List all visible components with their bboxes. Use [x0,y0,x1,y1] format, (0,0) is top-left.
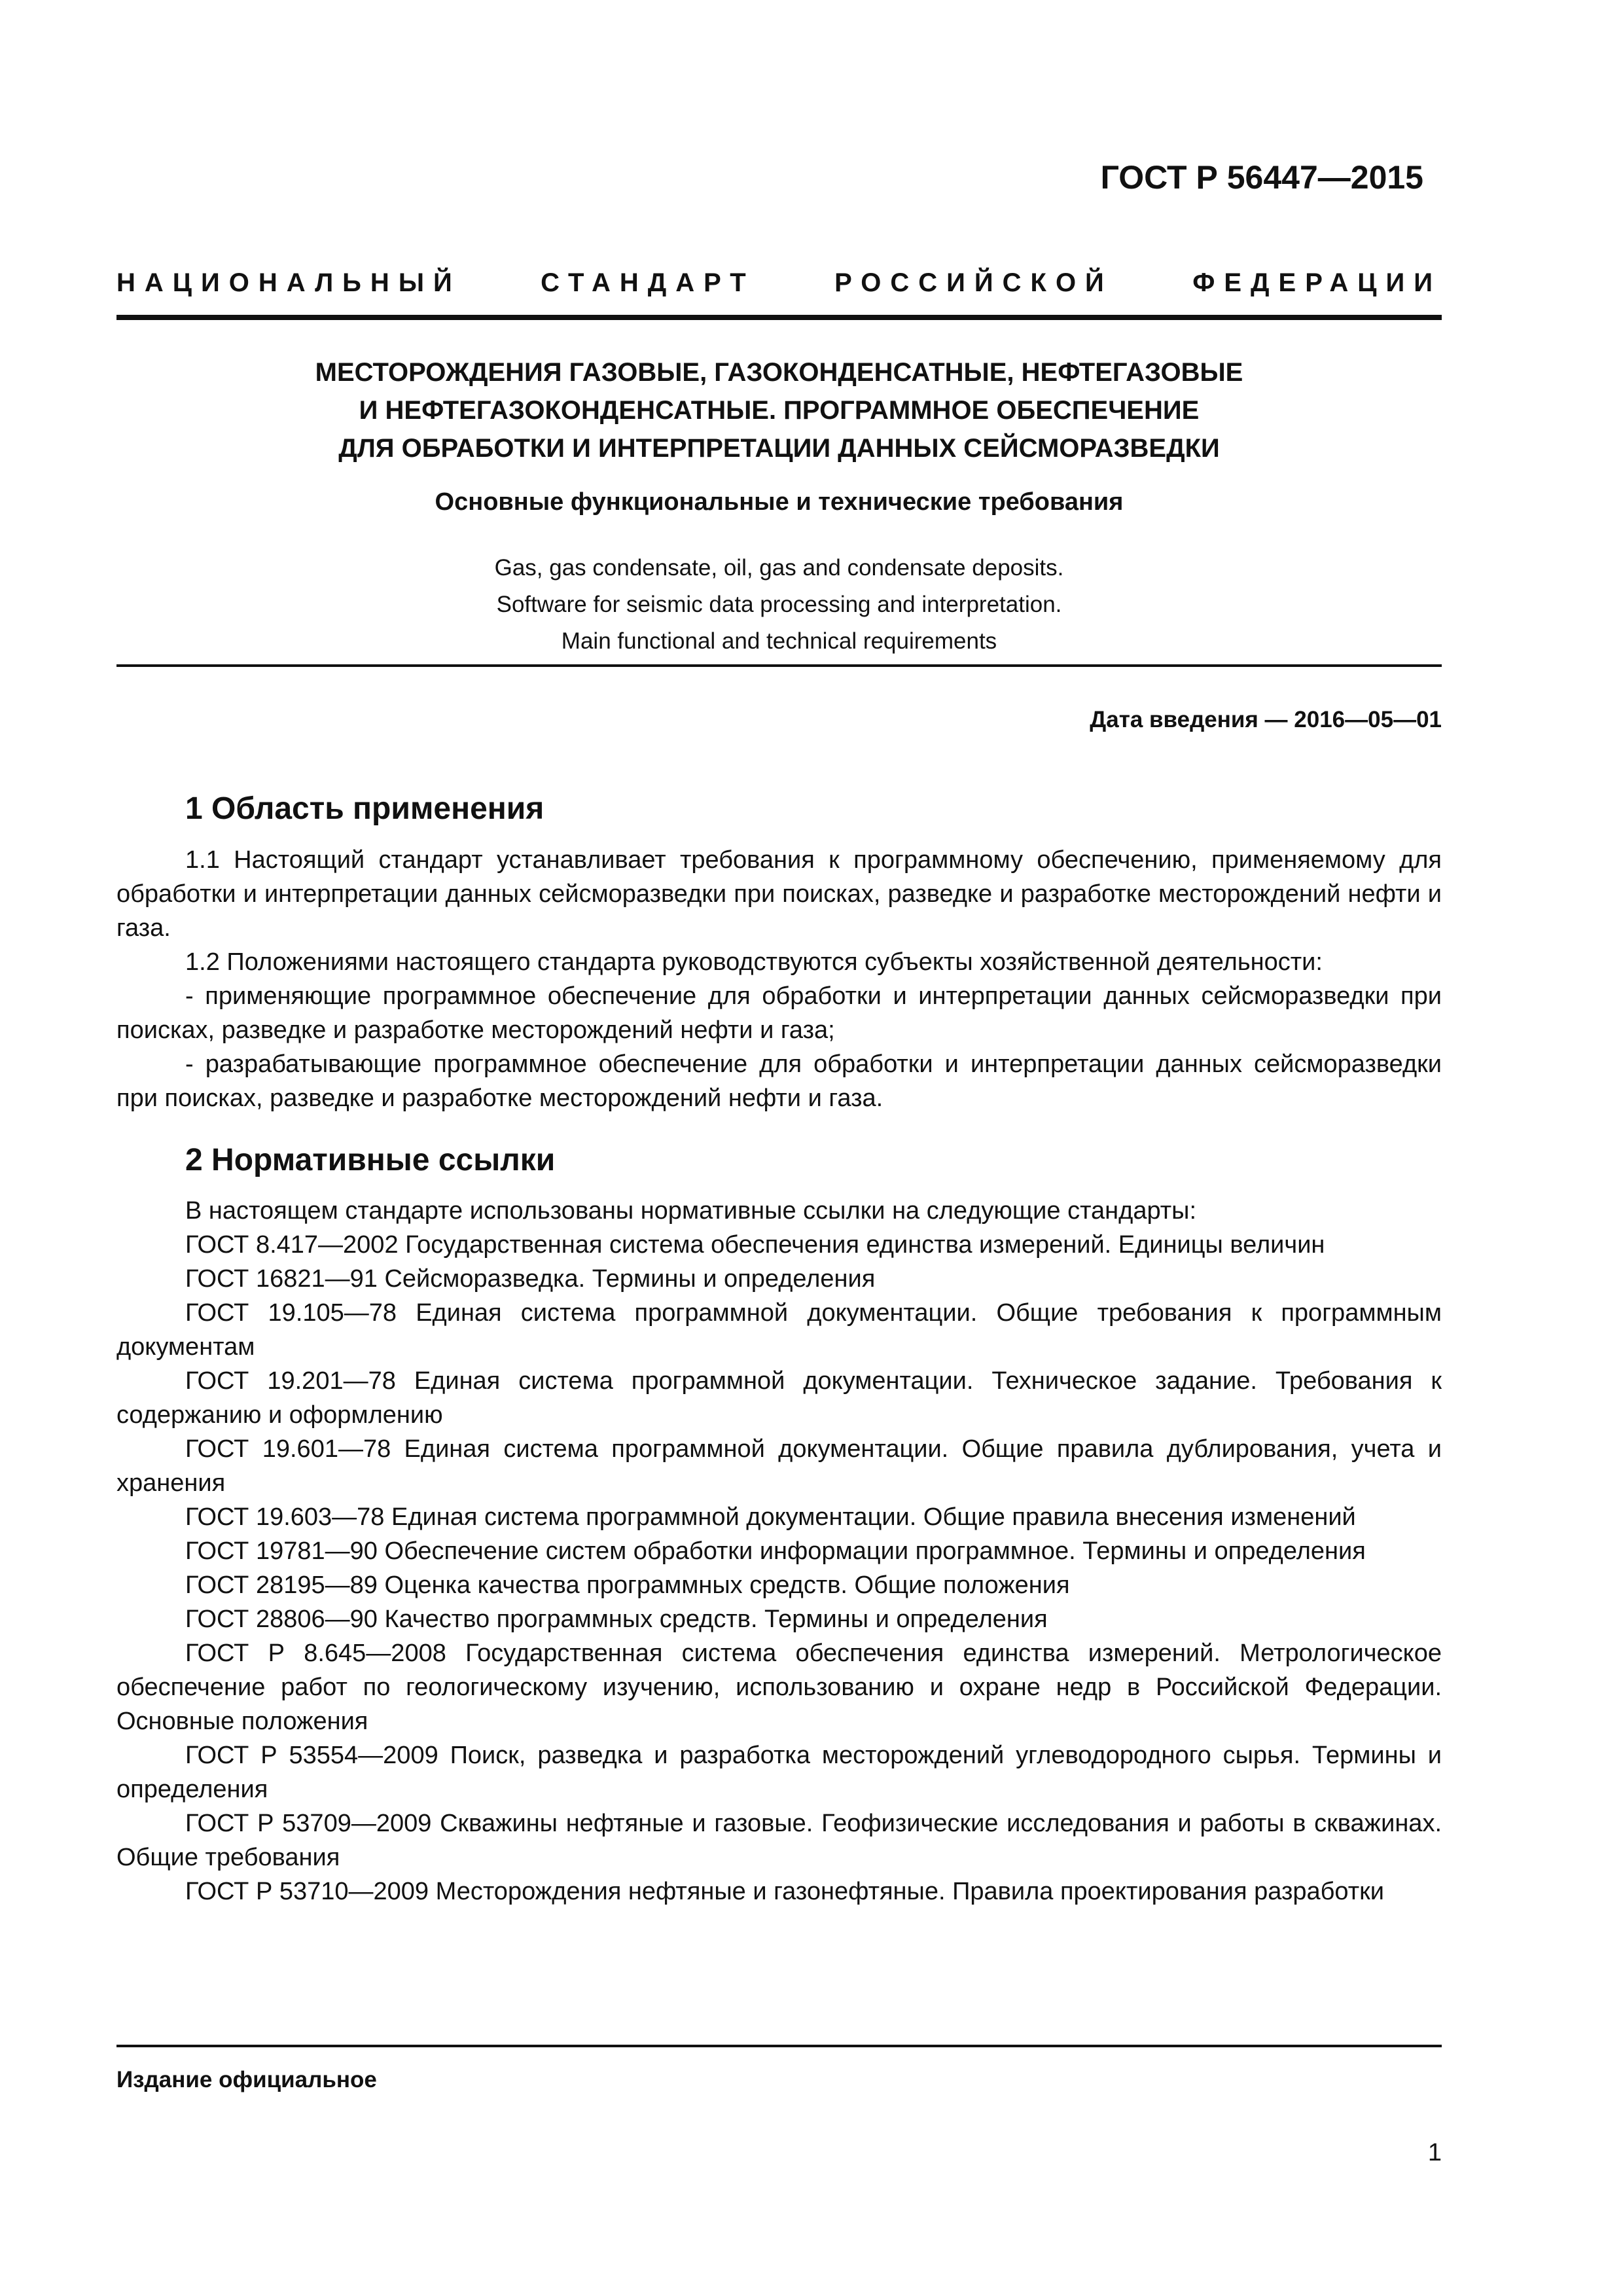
document-title [116,353,1442,467]
title-line: И НЕФТЕГАЗОКОНДЕНСАТНЫЕ. ПРОГРАММНОЕ ОБЕСПЕЧЕНИЕ [359,396,1200,425]
header-divider [116,315,1442,320]
page-number: 1 [1427,2139,1442,2166]
document-subtitle: Основные функциональные и технические требования [435,488,1124,516]
reference-item: ГОСТ Р 53709—2009 Скважины нефтяные и газовые. Геофизические исследования и работы в скважинах. Общие требования [116,1810,1442,1871]
reference-item: ГОСТ 28195—89 Оценка качества программных средств. Общие положения [185,1571,1070,1599]
section-2-body [116,1194,1442,1909]
section-1-heading: 1 Область применения [185,791,544,826]
standard-number: ГОСТ Р 56447—2015 [1100,159,1423,196]
section-2-heading: 2 Нормативные ссылки [185,1143,556,1177]
paragraph-1-2: 1.2 Положениями настоящего стандарта руководствуются субъекты хозяйственной деятельности: [185,948,1323,976]
reference-item: ГОСТ 19.105—78 Единая система программной документации. Общие требования к программным документам [116,1299,1442,1361]
reference-item: ГОСТ 19781—90 Обеспечение систем обработки информации программное. Термины и определения [185,1537,1366,1565]
section-1-body [116,843,1442,1115]
edition-note: Издание официальное [116,2067,377,2092]
paragraph-1-1: 1.1 Настоящий стандарт устанавливает требования к программному обеспечению, применяемому для обработки и интерпретации данных сейсморазведки при поисках, разведке и разработке месторождений нефти и газа. [116,846,1442,942]
list-item: - разрабатывающие программное обеспечение для обработки и интерпретации данных сейсморазведки при поисках, разведке и разработке месторождений нефти и газа. [116,1050,1442,1112]
title-line: ДЛЯ ОБРАБОТКИ И ИНТЕРПРЕТАЦИИ ДАННЫХ СЕЙСМОРАЗВЕДКИ [338,434,1220,463]
list-item: - применяющие программное обеспечение для обработки и интерпретации данных сейсморазведки при поисках, разведке и разработке месторождений нефти и газа; [116,982,1442,1044]
english-title-line: Gas, gas condensate, oil, gas and condensate deposits. [494,555,1064,581]
reference-item: ГОСТ Р 53554—2009 Поиск, разведка и разработка месторождений углеводородного сырья. Термины и определения [116,1742,1442,1803]
english-title-line: Software for seismic data processing and interpretation. [496,592,1062,617]
national-standard-banner: НАЦИОНАЛЬНЫЙ СТАНДАРТ РОССИЙСКОЙ ФЕДЕРАЦИИ [116,268,1442,297]
title-divider [116,664,1442,667]
english-title-line: Main functional and technical requirements [561,628,997,654]
introduction-date: Дата введения — 2016—05—01 [1090,707,1442,732]
reference-item: ГОСТ 19.201—78 Единая система программной документации. Техническое задание. Требования к содержанию и оформлению [116,1367,1442,1429]
reference-item: ГОСТ 28806—90 Качество программных средств. Термины и определения [185,1605,1048,1633]
reference-item: ГОСТ 8.417—2002 Государственная система обеспечения единства измерений. Единицы величин [185,1231,1325,1259]
reference-item: ГОСТ 19.603—78 Единая система программной документации. Общие правила внесения изменений [185,1503,1356,1531]
english-title [116,550,1442,660]
reference-item: ГОСТ 16821—91 Сейсморазведка. Термины и определения [185,1265,876,1293]
reference-item: ГОСТ 19.601—78 Единая система программной документации. Общие правила дублирования, учета и хранения [116,1435,1442,1497]
reference-item: ГОСТ Р 8.645—2008 Государственная система обеспечения единства измерений. Метрологическое обеспечение работ по геологическому изучению, использованию и охране недр в Российской Федерации. Основные положения [116,1640,1442,1735]
references-intro: В настоящем стандарте использованы нормативные ссылки на следующие стандарты: [185,1197,1197,1225]
footer-divider [116,2045,1442,2047]
reference-item: ГОСТ Р 53710—2009 Месторождения нефтяные и газонефтяные. Правила проектирования разработки [185,1878,1384,1905]
title-line: МЕСТОРОЖДЕНИЯ ГАЗОВЫЕ, ГАЗОКОНДЕНСАТНЫЕ, НЕФТЕГАЗОВЫЕ [315,358,1243,387]
